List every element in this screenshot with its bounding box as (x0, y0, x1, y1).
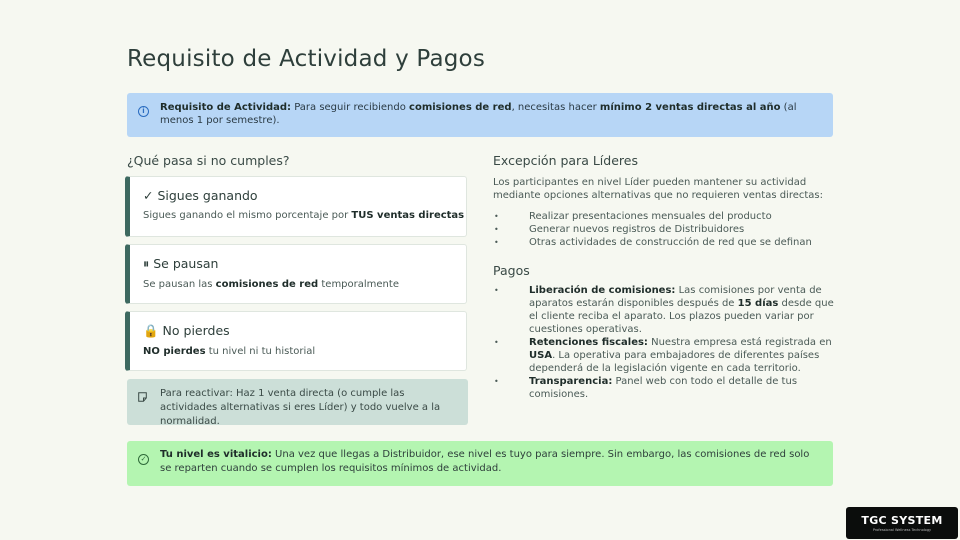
left-heading: ¿Qué pasa si no cumples? (127, 153, 290, 168)
card-paused (125, 244, 467, 304)
note-text: Para reactivar: Haz 1 venta directa (o cumple las actividades alternativas si eres Líder) y todo vuelve a la normalidad. (160, 388, 441, 427)
list-item: • Transparencia: Panel web con todo el detalle de tus comisiones. (493, 375, 838, 401)
lifetime-level-banner (127, 441, 833, 486)
list-item: • Generar nuevos registros de Distribuidores (493, 223, 838, 236)
list-item: • Liberación de comisiones: Las comisiones por venta de aparatos estarán disponibles después de 15 días desde que el cliente reciba el aparato. Los plazos pueden variar por cuestiones operativas. (493, 284, 838, 336)
note-icon (138, 392, 147, 402)
leaders-heading: Excepción para Líderes (493, 153, 638, 168)
card-description: Sigues ganando el mismo porcentaje por TUS ventas directas (143, 210, 465, 221)
logo-tagline: Professional Wellness Technology (872, 528, 932, 532)
banner-text: , necesitas hacer (511, 102, 600, 113)
banner-text: Una vez que llegas a Distribuidor, ese nivel es tuyo para siempre. Sin embargo, las comisiones de red solo se reparten cuando se cumplen los requisitos mínimos de actividad. (160, 449, 810, 474)
info-icon: i (138, 106, 149, 117)
tgc-logo (846, 507, 958, 539)
banner-bold-label: Requisito de Actividad: (160, 102, 292, 113)
card-description: Se pausan las comisiones de red temporalmente (143, 279, 399, 290)
leaders-paragraph: Los participantes en nivel Líder pueden mantener su actividad mediante opciones alternativas que no requieren ventas directas: (493, 177, 824, 201)
check-circle-icon: ✓ (138, 454, 149, 465)
card-title: 🔒 No pierdes (143, 323, 230, 338)
leaders-list (493, 210, 838, 249)
card-not-lose (125, 311, 467, 371)
payments-list (493, 284, 838, 401)
activity-requirement-banner (127, 93, 833, 137)
list-item: • Otras actividades de construcción de red que se definan (493, 236, 838, 249)
card-title: ✓ Sigues ganando (143, 188, 258, 203)
list-item: • Realizar presentaciones mensuales del producto (493, 210, 838, 223)
card-description: NO pierdes tu nivel ni tu historial (143, 346, 316, 357)
banner-bold-label: Tu nivel es vitalicio: (160, 449, 272, 460)
page-title: Requisito de Actividad y Pagos (127, 46, 485, 72)
reactivate-note (127, 379, 468, 425)
logo-name: TGC SYSTEM (861, 514, 943, 527)
card-keep-earning (125, 176, 467, 237)
banner-text: Para seguir recibiendo (291, 102, 410, 113)
banner-bold: comisiones de red (409, 102, 512, 113)
banner-text: (al menos 1 por semestre). (160, 102, 797, 126)
payments-heading: Pagos (493, 263, 530, 278)
card-title: ⏸ Se pausan (143, 256, 219, 271)
list-item: • Retenciones fiscales: Nuestra empresa está registrada en USA. La operativa para embajadores de diferentes países dependerá de la legislación vigente en cada territorio. (493, 336, 838, 375)
banner-bold: mínimo 2 ventas directas al año (599, 102, 781, 113)
